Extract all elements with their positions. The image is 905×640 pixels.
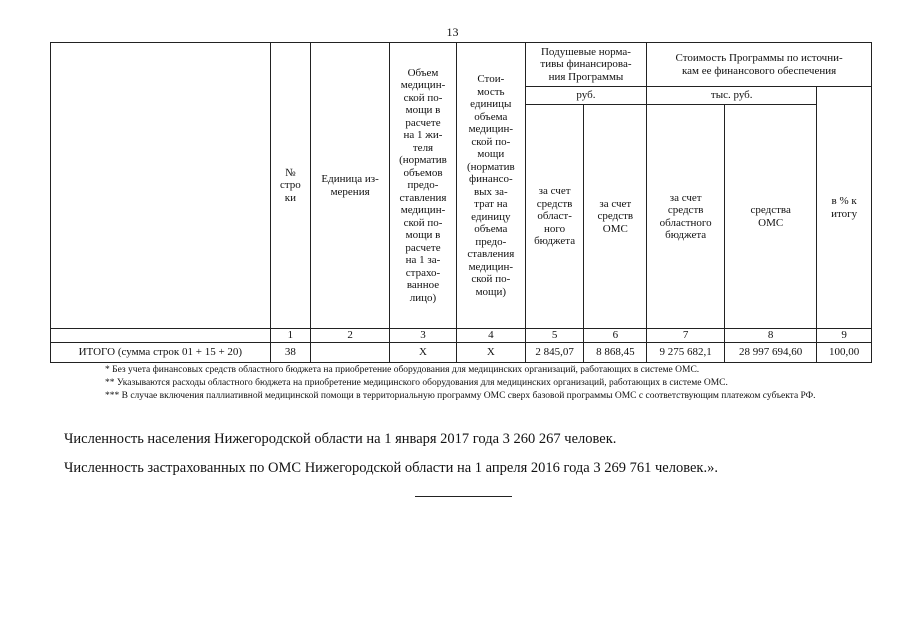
separator-line — [415, 496, 512, 497]
footnote: ** Указываются расходы областного бюджета на приобретение медицинского оборудования для медицинских организаций, работающих в системе ОМС. — [105, 378, 728, 388]
header-cost-group: Стоимость Программы по источни- кам ее финансового обеспечения — [647, 43, 872, 87]
total-cost: X — [456, 342, 525, 362]
header-pc-regional: за счет средств област- ного бюджета — [525, 105, 584, 329]
col-number-blank — [51, 329, 271, 343]
column-number-row — [51, 329, 872, 343]
total-row — [51, 342, 872, 362]
header-pc-oms: за счет средств ОМС — [584, 105, 647, 329]
financing-table — [50, 42, 872, 363]
col-number: 3 — [390, 329, 457, 343]
total-unit — [311, 342, 390, 362]
insured-paragraph: Численность застрахованных по ОМС Нижегородской области на 1 апреля 2016 года 3 269 761 человек.». — [64, 460, 718, 476]
header-label-cell — [51, 43, 271, 329]
header-per-capita-unit: руб. — [525, 87, 646, 105]
header-cost-unit: тыс. руб. — [647, 87, 817, 105]
total-cost-regional: 9 275 682,1 — [647, 342, 725, 362]
col-number: 2 — [311, 329, 390, 343]
col-number: 4 — [456, 329, 525, 343]
header-row-no: № стро ки — [270, 43, 310, 329]
total-percent: 100,00 — [817, 342, 872, 362]
header-cost-percent: в % к итогу — [817, 87, 872, 329]
total-row-no: 38 — [270, 342, 310, 362]
col-number: 1 — [270, 329, 310, 343]
col-number: 8 — [725, 329, 817, 343]
col-number: 7 — [647, 329, 725, 343]
header-cost-regional: за счет средств областного бюджета — [647, 105, 725, 329]
col-number: 6 — [584, 329, 647, 343]
header-cost-oms: средства ОМС — [725, 105, 817, 329]
total-cost-oms: 28 997 694,60 — [725, 342, 817, 362]
header-per-capita-group: Подушевые норма- тивы финансирова- ния Программы — [525, 43, 646, 87]
total-pc-regional: 2 845,07 — [525, 342, 584, 362]
total-volume: X — [390, 342, 457, 362]
col-number: 5 — [525, 329, 584, 343]
footnote: * Без учета финансовых средств областного бюджета на приобретение оборудования для медицинских организаций, работающих в системе ОМС. — [105, 365, 700, 375]
header-volume-norm: Объем медицин- ской по- мощи в расчете на 1 жи- теля (норматив объемов предо- ставления медицин- ской по- мощи в расчете на 1 за- страхо- ванное лицо) — [390, 43, 457, 329]
population-paragraph: Численность населения Нижегородской области на 1 января 2017 года 3 260 267 человек. — [64, 431, 617, 447]
header-unit-cost: Стои- мость единицы объема медицин- ской по- мощи (норматив финансо- вых за- трат на единицу объема предо- ставления медицин- ской по- мощи) — [456, 43, 525, 329]
total-pc-oms: 8 868,45 — [584, 342, 647, 362]
header-unit: Единица из- мерения — [311, 43, 390, 329]
col-number: 9 — [817, 329, 872, 343]
total-label: ИТОГО (сумма строк 01 + 15 + 20) — [51, 342, 271, 362]
footnotes — [50, 364, 872, 403]
footnote: *** В случае включения паллиативной медицинской помощи в территориальную программу ОМС сверх базовой программы ОМС с соответствующим платежом субъекта РФ. — [105, 391, 816, 401]
page-number: 13 — [446, 25, 459, 39]
